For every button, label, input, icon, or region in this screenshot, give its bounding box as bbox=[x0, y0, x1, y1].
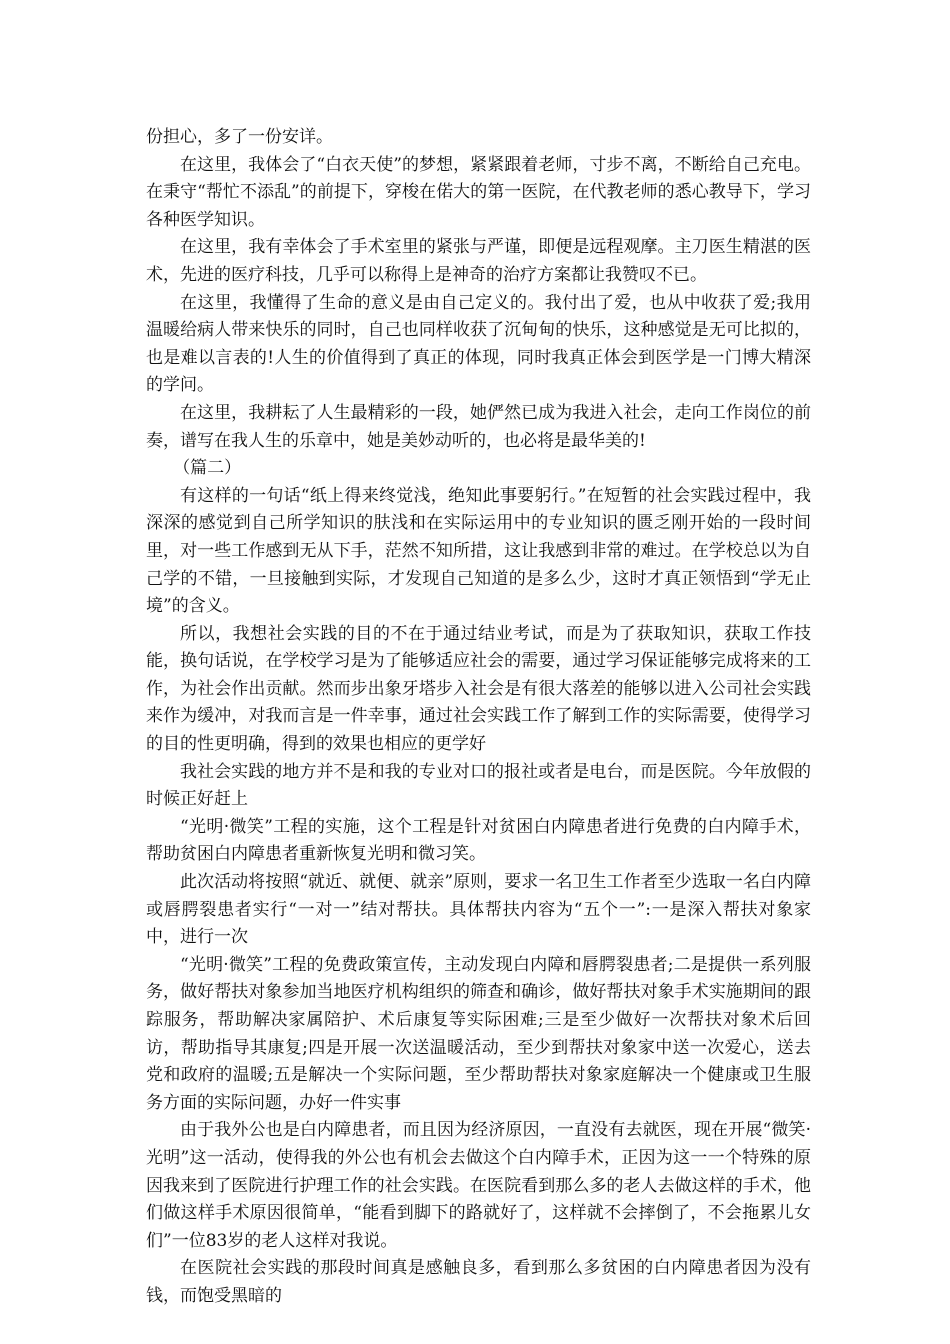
paragraph: 在医院社会实践的那段时间真是感触良多，看到那么多贫困的白内障患者因为没有钱，而饱受黑暗的 bbox=[146, 1258, 811, 1306]
section-heading: （篇二） bbox=[173, 458, 242, 479]
paragraph: 有这样的一句话“纸上得来终觉浅，绝知此事要躬行。”在短暂的社会实践过程中，我深深的感觉到自己所学知识的肤浅和在实际运用中的专业知识的匮乏刚开始的一段时间里，对一些工作感到无从下手，茫然不知所措，这让我感到非常的难过。在学校总以为自己学的不错，一旦接触到实际，才发现自己知道的是多么少，这时才真正领悟到“学无止境”的含义。 bbox=[146, 485, 811, 617]
paragraph: 所以，我想社会实践的目的不在于通过结业考试，而是为了获取知识，获取工作技能，换句话说，在学校学习是为了能够适应社会的需要，通过学习保证能够完成将来的工作，为社会作出贡献。然而步出象牙塔步入社会是有很大落差的能够以进入公司社会实践来作为缓冲，对我而言是一件幸事，通过社会实践工作了解到工作的实际需要，使得学习的目的性更明确，得到的效果也相应的更学好 bbox=[146, 623, 811, 755]
paragraph: 此次活动将按照“就近、就便、就亲”原则，要求一名卫生工作者至少选取一名白内障或唇腭裂患者实行“一对一”结对帮扶。具体帮扶内容为“五个一”:一是深入帮扶对象家中，进行一次 bbox=[146, 872, 811, 948]
paragraph: 在这里，我懂得了生命的意义是由自己定义的。我付出了爱，也从中收获了爱;我用温暖给病人带来快乐的同时，自己也同样收获了沉甸甸的快乐，这种感觉是无可比拟的，也是难以言表的!人生的价值得到了真正的体现，同时我真正体会到医学是一门博大精深的学问。 bbox=[146, 292, 811, 396]
paragraph: 在这里，我有幸体会了手术室里的紧张与严谨，即便是远程观摩。主刀医生精湛的医术，先进的医疗科技，几乎可以称得上是神奇的治疗方案都让我赞叹不已。 bbox=[146, 237, 811, 285]
paragraph: “光明·微笑”工程的实施，这个工程是针对贫困白内障患者进行免费的白内障手术，帮助贫困白内障患者重新恢复光明和微习笑。 bbox=[146, 816, 811, 865]
paragraph-continuation: 份担心，多了一份安详。 bbox=[146, 127, 333, 147]
paragraph: 在这里，我体会了“白衣天使”的梦想，紧紧跟着老师，寸步不离，不断给自己充电。在秉守“帮忙不添乱”的前提下，穿梭在偌大的第一医院，在代教老师的悉心教导下，学习各种医学知识。 bbox=[146, 154, 811, 230]
paragraph: 我社会实践的地方并不是和我的专业对口的报社或者是电台，而是医院。今年放假的时候正好赶上 bbox=[146, 761, 811, 810]
document-body bbox=[146, 124, 811, 1311]
paragraph: “光明·微笑”工程的免费政策宣传，主动发现白内障和唇腭裂患者;二是提供一系列服务，做好帮扶对象参加当地医疗机构组织的筛查和确诊，做好帮扶对象手术实施期间的跟踪服务，帮助解决家属陪护、术后康复等实际困难;三是至少做好一次帮扶对象术后回访，帮助指导其康复;四是开展一次送温暖活动，至少到帮扶对象家中送一次爱心，送去党和政府的温暖;五是解决一个实际问题，至少帮助帮扶对象家庭解决一个健康或卫生服务方面的实际问题，办好一件实事 bbox=[146, 954, 811, 1113]
paragraph: 由于我外公也是白内障患者，而且因为经济原因，一直没有去就医，现在开展“微笑·光明”这一活动，使得我的外公也有机会去做这个白内障手术，正因为这一一个特殊的原因我来到了医院进行护理工作的社会实践。在医院看到那么多的老人去做这样的手术，他们做这样手术原因很简单，“能看到脚下的路就好了，这样就不会摔倒了，不会拖累儿女们”一位83岁的老人这样对我说。 bbox=[146, 1120, 811, 1251]
paragraph: 在这里，我耕耘了人生最精彩的一段，她俨然已成为我进入社会，走向工作岗位的前奏，谱写在我人生的乐章中，她是美妙动听的，也必将是最华美的! bbox=[146, 402, 811, 451]
